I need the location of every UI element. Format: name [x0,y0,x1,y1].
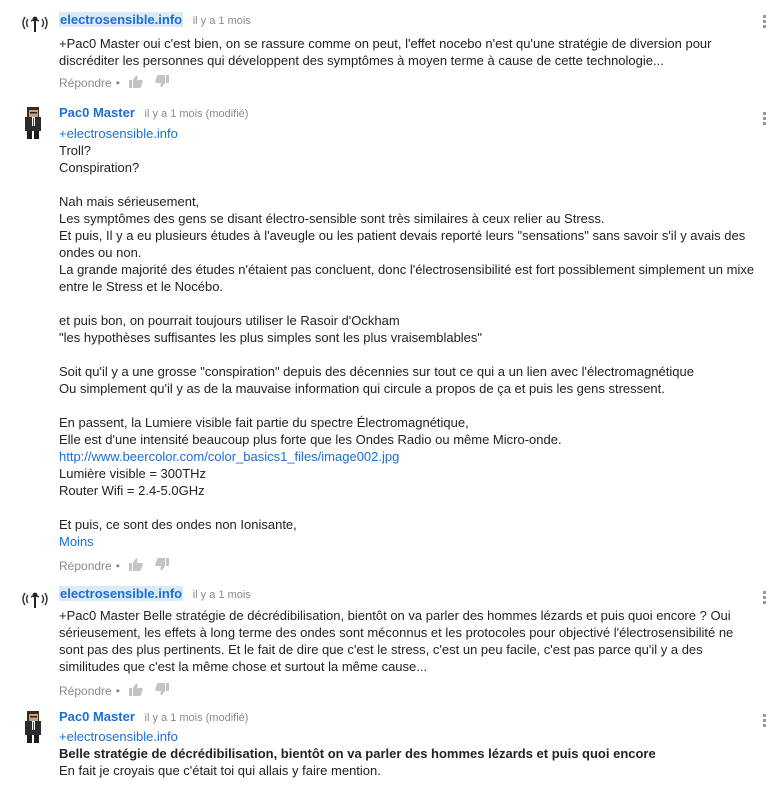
comment-text-line [59,295,759,312]
thumbs-down-icon[interactable] [155,682,169,702]
thumbs-down-icon[interactable] [155,74,169,94]
comment-text-line: "les hypothèses suffisantes les plus simples sont les plus vraisemblables" [59,330,483,345]
comment-text-line: Conspiration? [59,160,140,175]
comment-text-line: Les symptômes des gens se disant électro-sensible sont très similaires à ceux relier au Stress. [59,211,605,226]
person-avatar-icon[interactable] [18,104,52,138]
comment-text-line: sont pas des plus pertinents. Et le fait de dire que c'est le stress, c'est un peu facile, c'est pas parce qu'il y a des [59,642,703,657]
comment-author[interactable]: electrosensible.info [60,586,183,601]
reply-button[interactable]: Répondre [59,559,112,573]
separator: • [115,684,120,698]
comment-text-line: Router Wifi = 2.4-5.0GHz [59,483,205,498]
thumbs-up-icon[interactable] [129,74,143,94]
comment-text-line: Lumière visible = 300THz [59,466,207,481]
comment-timestamp[interactable]: il y a 1 mois [192,589,251,601]
comment-text-line: En passent, la Lumiere visible fait partie du spectre Électromagnétique, [59,415,469,430]
comment-timestamp[interactable]: il y a 1 mois (modifié) [144,712,249,724]
separator: • [115,559,120,573]
comment-text-line: similitudes que c'est la même chose et surtout la même cause... [59,659,428,674]
comment-actions [59,556,759,576]
comment-text-line [59,499,759,516]
comment-text-line: sérieusement, les effets à long terme des ondes sont méconnus et les protocoles pour objectivé l'électrosensibilité ne [59,625,734,640]
comment-text-line: +Pac0 Master oui c'est bien, on se rassure comme on peut, l'effet nocebo n'est qu'une stratégie de diversion pour [59,36,712,51]
vertical-dots-icon[interactable] [762,15,768,30]
comment-timestamp[interactable]: il y a 1 mois (modifié) [144,108,249,120]
comment-text-line [59,346,759,363]
mention-link[interactable]: +electrosensible.info [59,126,178,141]
reply-button[interactable]: Répondre [59,684,112,698]
signal-tower-icon[interactable] [18,589,52,623]
comment-text-line: La grande majorité des études n'étaient pas concluent, donc l'électrosensibilité est fort possiblement simplement un mixe [59,262,755,277]
comment-text-line [59,176,759,193]
comment-text-line: Troll? [59,143,92,158]
comment-text-line: Soit qu'il y a une grosse "conspiration" depuis des décennies sur tout ce qui a un lien avec l'électromagnétique [59,364,694,379]
comment-text-line: discréditer les personnes qui développent des symptômes à moyen terme à cause de cette technologie... [59,53,664,68]
comment-actions [59,681,759,701]
comment-text-line: En fait je croyais que c'était toi qui allais y faire mention. [59,763,381,778]
comment-text-line: Et puis, ce sont des ondes non Ionisante, [59,517,297,532]
thumbs-up-icon[interactable] [129,682,143,702]
signal-tower-icon[interactable] [18,13,52,47]
comment-timestamp[interactable]: il y a 1 mois [192,15,251,27]
comment-author[interactable]: Pac0 Master [59,709,135,724]
show-less-link[interactable]: Moins [59,534,94,549]
comment-text-line: Et puis, Il y a eu plusieurs études à l'aveugle ou les patient devais reporté leurs "sensations" sans savoir s'il y avais des [59,228,746,243]
vertical-dots-icon[interactable] [762,714,768,729]
url-link[interactable]: http://www.beercolor.com/color_basics1_files/image002.jpg [59,449,400,464]
comment-text-line: +Pac0 Master Belle stratégie de décrédibilisation, bientôt on va parler des hommes lézards et puis quoi encore ? Oui [59,608,731,623]
comment-author[interactable]: electrosensible.info [60,12,183,27]
thumbs-down-icon[interactable] [155,557,169,577]
comment-text-line: et puis bon, on pourrait toujours utiliser le Rasoir d'Ockham [59,313,400,328]
comment-author[interactable]: Pac0 Master [59,105,135,120]
comment-text-line: entre le Stress et le Nocébo. [59,279,224,294]
comment-actions [59,73,759,93]
comment-text-line: Nah mais sérieusement, [59,194,200,209]
mention-link[interactable]: +electrosensible.info [59,729,178,744]
vertical-dots-icon[interactable] [762,112,768,127]
comment-text-line: Elle est d'une intensité beaucoup plus forte que les Ondes Radio ou même Micro-onde. [59,432,562,447]
person-avatar-icon[interactable] [18,708,52,742]
separator: • [115,76,120,90]
quoted-text: Belle stratégie de décrédibilisation, bientôt on va parler des hommes lézards et puis quoi encore [59,746,656,761]
thumbs-up-icon[interactable] [129,557,143,577]
comment-text-line: Ou simplement qu'il y as de la mauvaise information qui circule a propos de ça et puis les gens stressent. [59,381,665,396]
comment-text-line: ondes ou non. [59,245,142,260]
reply-button[interactable]: Répondre [59,76,112,90]
vertical-dots-icon[interactable] [762,591,768,606]
comment-text-line [59,397,759,414]
